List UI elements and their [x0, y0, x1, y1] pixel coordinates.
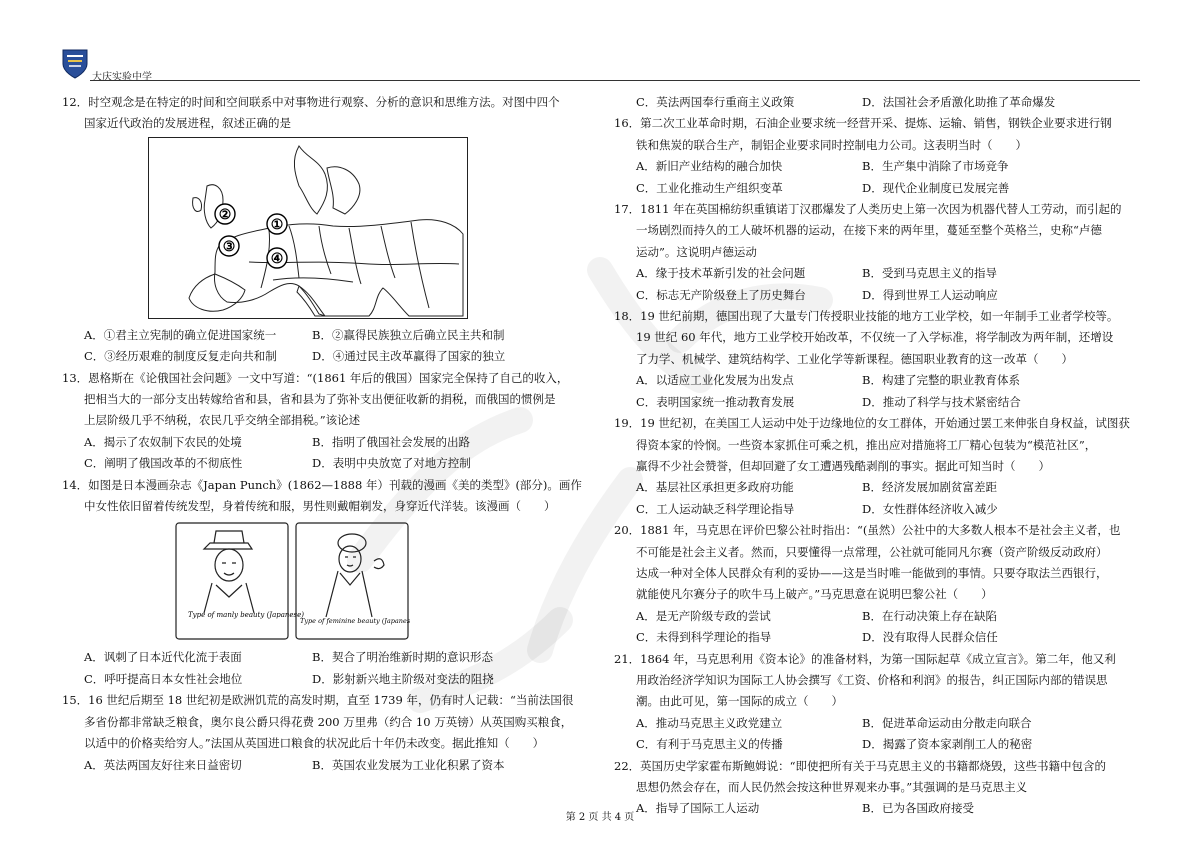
q15-stem-line2: 多省份都非常缺乏粮食，奥尔良公爵只得花费 200 万里弗（约合 10 万英镑）从英国购买粮食，	[84, 714, 573, 729]
q22-stem-line1: 22．英国历史学家霍布斯鲍姆说：“即使把所有关于马克思主义的书籍都烧毁，这些书籍中包含的	[614, 758, 1107, 773]
q18-stem-line3: 了力学、机械学、建筑结构学、工业化学等新课程。德国职业教育的这一改革（ ）	[636, 351, 1073, 366]
q13-option-a[interactable]: A．揭示了农奴制下农民的处境	[84, 434, 242, 449]
q15-option-a[interactable]: A．英法两国友好往来日益密切	[84, 757, 242, 772]
q14-option-b[interactable]: B．契合了明治维新时期的意识形态	[312, 650, 493, 665]
q20-stem-line2: 不可能是社会主义者。然而，只要懂得一点常理，公社就可能同凡尔赛（资产阶级反动政府）	[636, 544, 1108, 559]
q17-options	[614, 263, 1142, 306]
q13-option-b[interactable]: B．指明了俄国社会发展的出路	[312, 434, 470, 449]
q14-stem-line1: 14．如图是日本漫画杂志《Japan Punch》(1862—1888 年）刊载的漫画《美的类型》(部分)。画作	[62, 477, 582, 492]
q17-option-a[interactable]: A．缘于技术革新引发的社会问题	[636, 266, 806, 281]
q17-option-b[interactable]: B．受到马克思主义的指导	[862, 266, 997, 281]
q18-option-a[interactable]: A．以适应工业化发展为出发点	[636, 373, 794, 388]
q20-option-c[interactable]: C．未得到科学理论的指导	[636, 630, 772, 645]
q14-options	[62, 647, 582, 690]
q20-option-a[interactable]: A．是无产阶级专政的尝试	[636, 608, 771, 623]
q15-options-ab	[62, 755, 582, 776]
q15-option-b[interactable]: B．英国农业发展为工业化积累了资本	[312, 757, 505, 772]
question-12	[62, 92, 582, 368]
q16-stem-line1: 16．第二次工业革命时期，石油企业要求统一经营开采、提炼、运输、销售，钢铁企业要求进行钢	[614, 116, 1112, 131]
q14-stem-line2: 中女性依旧留着传统发型，身着传统和服，男性则戴帽剃发，身穿近代洋装。该漫画（ ）	[84, 499, 556, 514]
q15-option-c[interactable]: C．英法两国奉行重商主义政策	[636, 95, 795, 109]
q14-option-a[interactable]: A．讽刺了日本近代化流于表面	[84, 650, 242, 665]
q20-stem-line1: 20．1881 年，马克思在评价巴黎公社时指出：“(虽然）公社中的大多数人根本不是社会主义者，也	[614, 523, 1121, 538]
question-18	[614, 306, 1142, 413]
header-divider	[90, 80, 1140, 81]
q16-option-b[interactable]: B．生产集中消除了市场竞争	[862, 159, 1009, 174]
q13-stem-line3: 上层阶级几乎不纳税，农民几乎交纳全部捐税。”该论述	[84, 413, 361, 428]
q13-option-d[interactable]: D．表明中央放宽了对地方控制	[312, 456, 471, 471]
q19-stem-line1: 19．19 世纪初，在美国工人运动中处于边缘地位的女工群体，开始通过罢工来伸张自身权益，试图获	[614, 416, 1130, 431]
q16-stem-line2: 铁和焦炭的联合生产，制铝企业要求同时控制电力公司。这表明当时（ ）	[636, 137, 1027, 152]
question-21	[614, 649, 1142, 756]
question-17	[614, 199, 1142, 306]
right-column	[614, 92, 1142, 820]
question-15	[62, 690, 582, 776]
q13-stem-line1: 13．恩格斯在《论俄国社会问题》一文中写道：“(1861 年后的俄国）国家完全保持了自己的收入，	[62, 370, 569, 385]
q14-option-d[interactable]: D．影射新兴地主阶级对变法的阻挠	[312, 671, 494, 686]
q15-options-cd	[614, 92, 1142, 113]
question-13	[62, 368, 582, 475]
q13-options	[62, 432, 582, 475]
q22-stem-line2: 思想仍然会存在，而人民仍然会按这种世界观来办事。”其强调的是马克思主义	[636, 780, 1028, 794]
q14-option-c[interactable]: C．呼吁提高日本女性社会地位	[84, 671, 243, 686]
q18-stem-line2: 19 世纪 60 年代，地方工业学校开始改革，不仅统一了入学标准，将学制改为两年制，还增设	[636, 330, 1114, 345]
q21-options	[614, 713, 1142, 756]
q12-options	[62, 325, 582, 368]
map-marker-1: ①	[270, 216, 284, 233]
q16-option-d[interactable]: D．现代企业制度已发展完善	[862, 180, 1010, 195]
q20-option-d[interactable]: D．没有取得人民群众信任	[862, 630, 998, 645]
q22-option-a[interactable]: A．指导了国际工人运动	[636, 801, 760, 816]
q21-option-b[interactable]: B．促进革命运动由分散走向联合	[862, 715, 1032, 730]
map-marker-3: ③	[222, 238, 236, 255]
q21-stem-line3: 潮。由此可见，第一国际的成立（ ）	[636, 694, 843, 709]
q19-stem-line2: 得资本家的怜悯。一些资本家抓住可乘之机，推出应对措施将工厂精心包装为“模范社区”，	[636, 437, 1097, 452]
q21-stem-line2: 用政治经济学知识为国际工人协会撰写《工资、价格和利润》的报告，纠正国际内部的错误思	[636, 672, 1108, 687]
question-16	[614, 113, 1142, 199]
map-marker-2: ②	[218, 206, 232, 223]
q21-option-a[interactable]: A．推动马克思主义政党建立	[636, 715, 783, 730]
q16-option-c[interactable]: C．工业化推动生产组织变革	[636, 180, 783, 195]
cartoon-image	[174, 521, 410, 641]
q21-option-c[interactable]: C．有利于马克思主义的传播	[636, 737, 783, 752]
map-marker-4: ④	[270, 250, 284, 267]
q20-stem-line3: 达成一种对全体人民群众有利的妥协——这是当时唯一能做到的事情。只要夺取法兰西银行，	[636, 565, 1108, 580]
q15-stem-line1: 15．16 世纪后期至 18 世纪初是欧洲饥荒的高发时期，直至 1739 年，仍有时人记载：“当前法国很	[62, 693, 574, 708]
question-14	[62, 475, 582, 691]
q18-option-c[interactable]: C．表明国家统一推动教育发展	[636, 394, 795, 409]
q19-option-c[interactable]: C．工人运动缺乏科学理论指导	[636, 501, 795, 516]
q17-stem-line3: 运动”。这说明卢德运动	[636, 244, 757, 259]
page-header	[60, 48, 1140, 84]
page-number: 第 2 页 共 4 页	[565, 812, 635, 823]
q12-option-d[interactable]: D．④通过民主改革赢得了国家的独立	[312, 349, 506, 364]
q19-stem-line3: 赢得不少社会赞誉，但却回避了女工遭遇残酷剥削的事实。据此可知当时（ ）	[636, 458, 1050, 473]
q16-options	[614, 156, 1142, 199]
q18-option-b[interactable]: B．构建了完整的职业教育体系	[862, 373, 1020, 388]
q18-stem-line1: 18．19 世纪前期，德国出现了大量专门传授职业技能的地方工业学校，如一年制手工业者学校等。	[614, 309, 1119, 324]
question-19	[614, 413, 1142, 520]
q15-stem-line3: 以适中的价格卖给穷人。”法国从英国进口粮食的状况此后十年仍未改变。据此推知（ ）	[84, 736, 545, 751]
q12-stem-line1: 12．时空观念是在特定的时间和空间联系中对事物进行观察、分析的意识和思维方法。对图中四个	[62, 95, 560, 109]
school-logo-icon	[60, 48, 90, 80]
q19-option-d[interactable]: D．女性群体经济收入减少	[862, 501, 998, 516]
q18-options	[614, 370, 1142, 413]
q17-stem-line2: 一场剧烈而持久的工人破坏机器的运动，在接下来的两年里，蔓延至整个英格兰，史称“卢德	[636, 223, 1102, 238]
europe-map-drawing	[149, 138, 467, 318]
q19-option-a[interactable]: A．基层社区承担更多政府功能	[636, 480, 794, 495]
q12-option-a[interactable]: A．①君主立宪制的确立促进国家统一	[84, 327, 277, 342]
q19-options	[614, 477, 1142, 520]
q17-option-d[interactable]: D．得到世界工人运动响应	[862, 287, 998, 302]
q12-option-b[interactable]: B．②赢得民族独立后确立民主共和制	[312, 327, 505, 342]
q12-stem-line2: 国家近代政治的发展进程，叙述正确的是	[84, 116, 291, 131]
school-name: 大庆实验中学	[92, 72, 152, 83]
left-column	[62, 92, 582, 776]
q22-option-b[interactable]: B．已为各国政府接受	[862, 801, 974, 816]
q21-option-d[interactable]: D．揭露了资本家剥削工人的秘密	[862, 737, 1033, 752]
q15-option-d[interactable]: D．法国社会矛盾激化助推了革命爆发	[862, 95, 1056, 109]
europe-map	[148, 137, 468, 319]
q21-stem-line1: 21．1864 年，马克思利用《资本论》的准备材料，为第一国际起草《成立宣言》。第二年，他又利	[614, 651, 1116, 666]
q17-stem-line1: 17．1811 年在英国棉纺织重镇诺丁汉郡爆发了人类历史上第一次因为机器代替人工劳动，而引起的	[614, 202, 1122, 217]
q20-options	[614, 606, 1142, 649]
q20-stem-line4: 就能使凡尔赛分子的吹牛马上破产。”马克思意在说明巴黎公社（ ）	[636, 587, 993, 602]
question-20	[614, 520, 1142, 648]
q17-option-c[interactable]: C．标志无产阶级登上了历史舞台	[636, 287, 806, 302]
q13-option-c[interactable]: C．阐明了俄国改革的不彻底性	[84, 456, 243, 471]
cartoon-caption-1: Type of manly beauty (Japanese)	[188, 611, 305, 620]
q19-option-b[interactable]: B．经济发展加剧贫富差距	[862, 480, 997, 495]
q20-option-b[interactable]: B．在行动决策上存在缺陷	[862, 608, 997, 623]
cartoon-drawing	[174, 521, 410, 641]
cartoon-caption-2: Type of feminine beauty (Japanese)	[300, 617, 410, 626]
q12-option-c[interactable]: C．③经历艰难的制度反复走向共和制	[84, 349, 277, 364]
q13-stem-line2: 把相当大的一部分支出转嫁给省和县，省和县为了弥补支出便征收新的捐税，而俄国的惯例是	[84, 392, 556, 407]
q18-option-d[interactable]: D．推动了科学与技术紧密结合	[862, 394, 1021, 409]
q16-option-a[interactable]: A．新旧产业结构的融合加快	[636, 159, 783, 174]
